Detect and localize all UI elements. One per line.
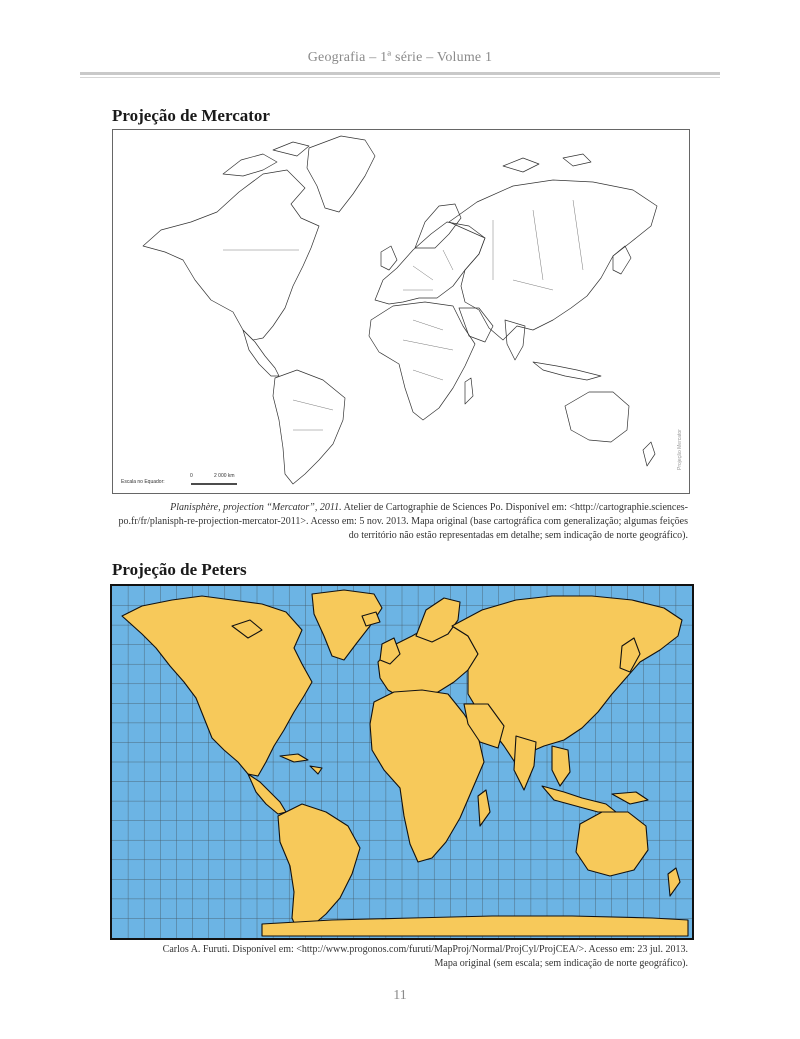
madagascar-outline	[465, 378, 473, 404]
peters-caption-line1: Carlos A. Furuti. Disponível em: <http://www.progonos.com/furuti/MapProj/Normal/ProjCyl/ProjCEA/>. Acesso em: 23 jul. 2013.	[162, 944, 688, 955]
greenland-outline	[307, 136, 375, 212]
header-rule	[80, 72, 720, 75]
new-zealand	[668, 868, 680, 896]
indonesia-outline	[533, 362, 601, 380]
asia-outline	[449, 180, 657, 340]
north-america-outline	[143, 170, 319, 340]
southeast-asia	[552, 746, 570, 786]
canada-arctic-islands-outline	[223, 142, 309, 176]
antarctica	[262, 916, 688, 936]
peters-title: Projeção de Peters	[112, 560, 247, 579]
mercator-title: Projeção de Mercator	[112, 106, 270, 125]
scale-distance: 2 000 km	[214, 473, 235, 479]
scandinavia-outline	[415, 204, 461, 248]
india-outline	[505, 320, 525, 360]
scale-label: Escala no Equador:	[121, 479, 165, 485]
central-america	[248, 774, 286, 814]
mercator-caption-text: Atelier de Cartographie de Sciences Po. Disponível em: <http://cartographie.sciences-po.fr/fr/planisph-re-projection-mercator-2011>. Acesso em: 5 nov. 2013. Mapa original (base cartográfica com generalização; algumas feições do território não estão representadas em detalhe; sem indicação de norte geográfico).	[118, 502, 688, 541]
mercator-map	[112, 129, 690, 494]
mercator-caption	[112, 501, 688, 543]
peters-caption-line2: Mapa original (sem escala; sem indicação de norte geográfico).	[434, 958, 688, 969]
europe-outline	[375, 222, 485, 304]
mercator-caption-source: Planisphère, projection “Mercator”, 2011.	[170, 502, 342, 513]
siberia-islands-outline	[503, 154, 591, 172]
scale-zero: 0	[190, 473, 193, 479]
projection-credit: Projeção Mercator	[677, 429, 683, 470]
peters-map	[110, 584, 694, 940]
indian-subcontinent	[514, 736, 536, 790]
caribbean-islands	[280, 754, 322, 774]
indonesia	[542, 786, 616, 812]
page-number: 11	[393, 988, 407, 1003]
north-america	[122, 596, 312, 776]
peters-map-drawing	[112, 586, 692, 938]
africa-outline	[369, 302, 475, 420]
arabia-outline	[459, 308, 493, 342]
new-zealand-outline	[643, 442, 655, 466]
japan-outline	[613, 246, 631, 274]
australia	[576, 812, 648, 876]
header-rule-thin	[80, 77, 720, 78]
south-america-outline	[273, 370, 345, 484]
mercator-map-outline	[113, 130, 689, 493]
british-isles-outline	[381, 246, 397, 270]
peters-caption	[112, 943, 688, 971]
running-head: Geografia – 1ª série – Volume 1	[307, 50, 493, 65]
south-america	[278, 804, 360, 932]
new-guinea	[612, 792, 648, 804]
country-borders	[223, 200, 583, 430]
central-america-outline	[243, 330, 279, 376]
australia-outline	[565, 392, 629, 442]
